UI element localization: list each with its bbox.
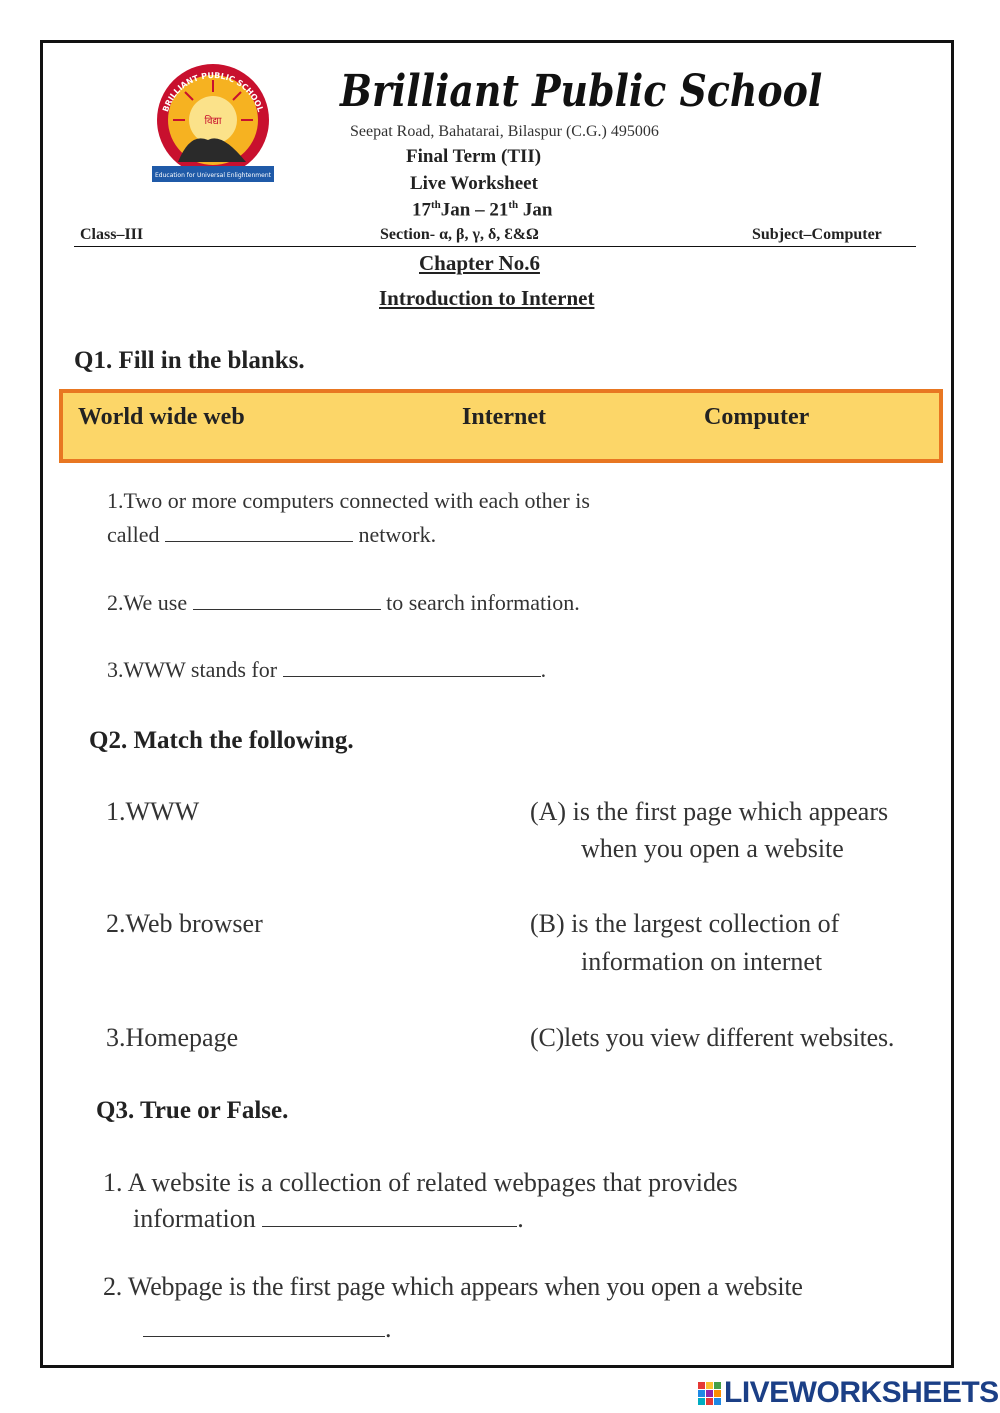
blank-input[interactable] [262, 1206, 517, 1227]
school-address: Seepat Road, Bahatarai, Bilaspur (C.G.) 495006 [350, 123, 659, 140]
school-name: Brilliant Public School [340, 66, 823, 117]
logo-ring-text: BRILLIANT PUBLIC SCHOOL [161, 70, 265, 114]
word-bank [59, 389, 943, 463]
q1-item-1-before: called [107, 522, 166, 547]
q1-item-1-line1: 1.Two or more computers connected with each other is [107, 488, 590, 513]
date-start-day: 17 [412, 199, 431, 221]
word-bank-item: Internet [462, 404, 546, 430]
q1-item-2 [107, 590, 580, 616]
q3-item-1-before: information [133, 1204, 263, 1233]
logo-banner-text: Education for Universal Enlightenment [155, 172, 271, 179]
term-label: Final Term (TII) [406, 146, 542, 167]
date-end-day: 21 [489, 199, 509, 221]
liveworksheets-logo-icon [698, 1382, 722, 1406]
date-range [412, 199, 552, 221]
section-label: Section- α, β, γ, δ, Ɛ&Ω [380, 226, 539, 243]
q2-heading: Q2. Match the following. [89, 727, 354, 754]
blank-input[interactable] [193, 591, 381, 610]
q3-item-2-after: . [385, 1314, 392, 1343]
q1-item-2-after: to search information. [380, 590, 580, 615]
match-right-item-b-line1[interactable]: (B) is the largest collection of [530, 909, 840, 938]
word-bank-item: World wide web [78, 404, 245, 430]
date-start-month: Jan – [440, 199, 490, 221]
q1-item-3-before: 3.WWW stands for [107, 657, 283, 682]
date-start-sup: th [431, 199, 441, 211]
match-right-item-c[interactable]: (C)lets you view different websites. [530, 1023, 895, 1052]
date-end-sup: th [508, 199, 519, 211]
date-end-month: Jan [518, 199, 553, 221]
match-right-item-a-line2[interactable]: when you open a website [581, 834, 844, 863]
q1-item-1-line2 [107, 522, 436, 548]
chapter-number: Chapter No.6 [419, 251, 540, 275]
class-info-line [74, 226, 916, 247]
blank-input[interactable] [143, 1316, 385, 1337]
match-left-item[interactable]: 1.WWW [106, 797, 200, 826]
q3-item-2-line2 [143, 1314, 392, 1344]
logo-center-text: विद्या [204, 116, 222, 127]
class-label: Class–III [80, 226, 144, 243]
match-right-item-b-line2[interactable]: information on internet [581, 947, 823, 976]
school-logo [150, 62, 276, 188]
q1-item-3-after: . [540, 657, 547, 682]
q3-item-1-line1: 1. A website is a collection of related webpages that provides [103, 1168, 738, 1197]
blank-input[interactable] [283, 658, 541, 677]
word-bank-item: Computer [704, 404, 810, 430]
match-right-item-a-line1[interactable]: (A) is the first page which appears [530, 797, 889, 826]
worksheet-label: Live Worksheet [410, 173, 538, 194]
subject-label: Subject–Computer [752, 226, 882, 243]
q3-heading: Q3. True or False. [96, 1097, 289, 1124]
q3-item-2-line1: 2. Webpage is the first page which appears when you open a website [103, 1272, 803, 1301]
q3-item-1-after: . [517, 1204, 524, 1233]
chapter-title: Introduction to Internet [379, 286, 595, 310]
liveworksheets-brand[interactable]: LIVEWORKSHEETS [724, 1376, 999, 1409]
match-left-item[interactable]: 2.Web browser [106, 909, 263, 938]
q1-item-2-before: 2.We use [107, 590, 193, 615]
q1-item-3 [107, 657, 546, 683]
blank-input[interactable] [165, 523, 353, 542]
match-left-item[interactable]: 3.Homepage [106, 1023, 239, 1052]
q1-item-1-after: network. [353, 522, 437, 547]
q1-heading: Q1. Fill in the blanks. [74, 347, 305, 374]
q3-item-1-line2 [133, 1204, 524, 1234]
